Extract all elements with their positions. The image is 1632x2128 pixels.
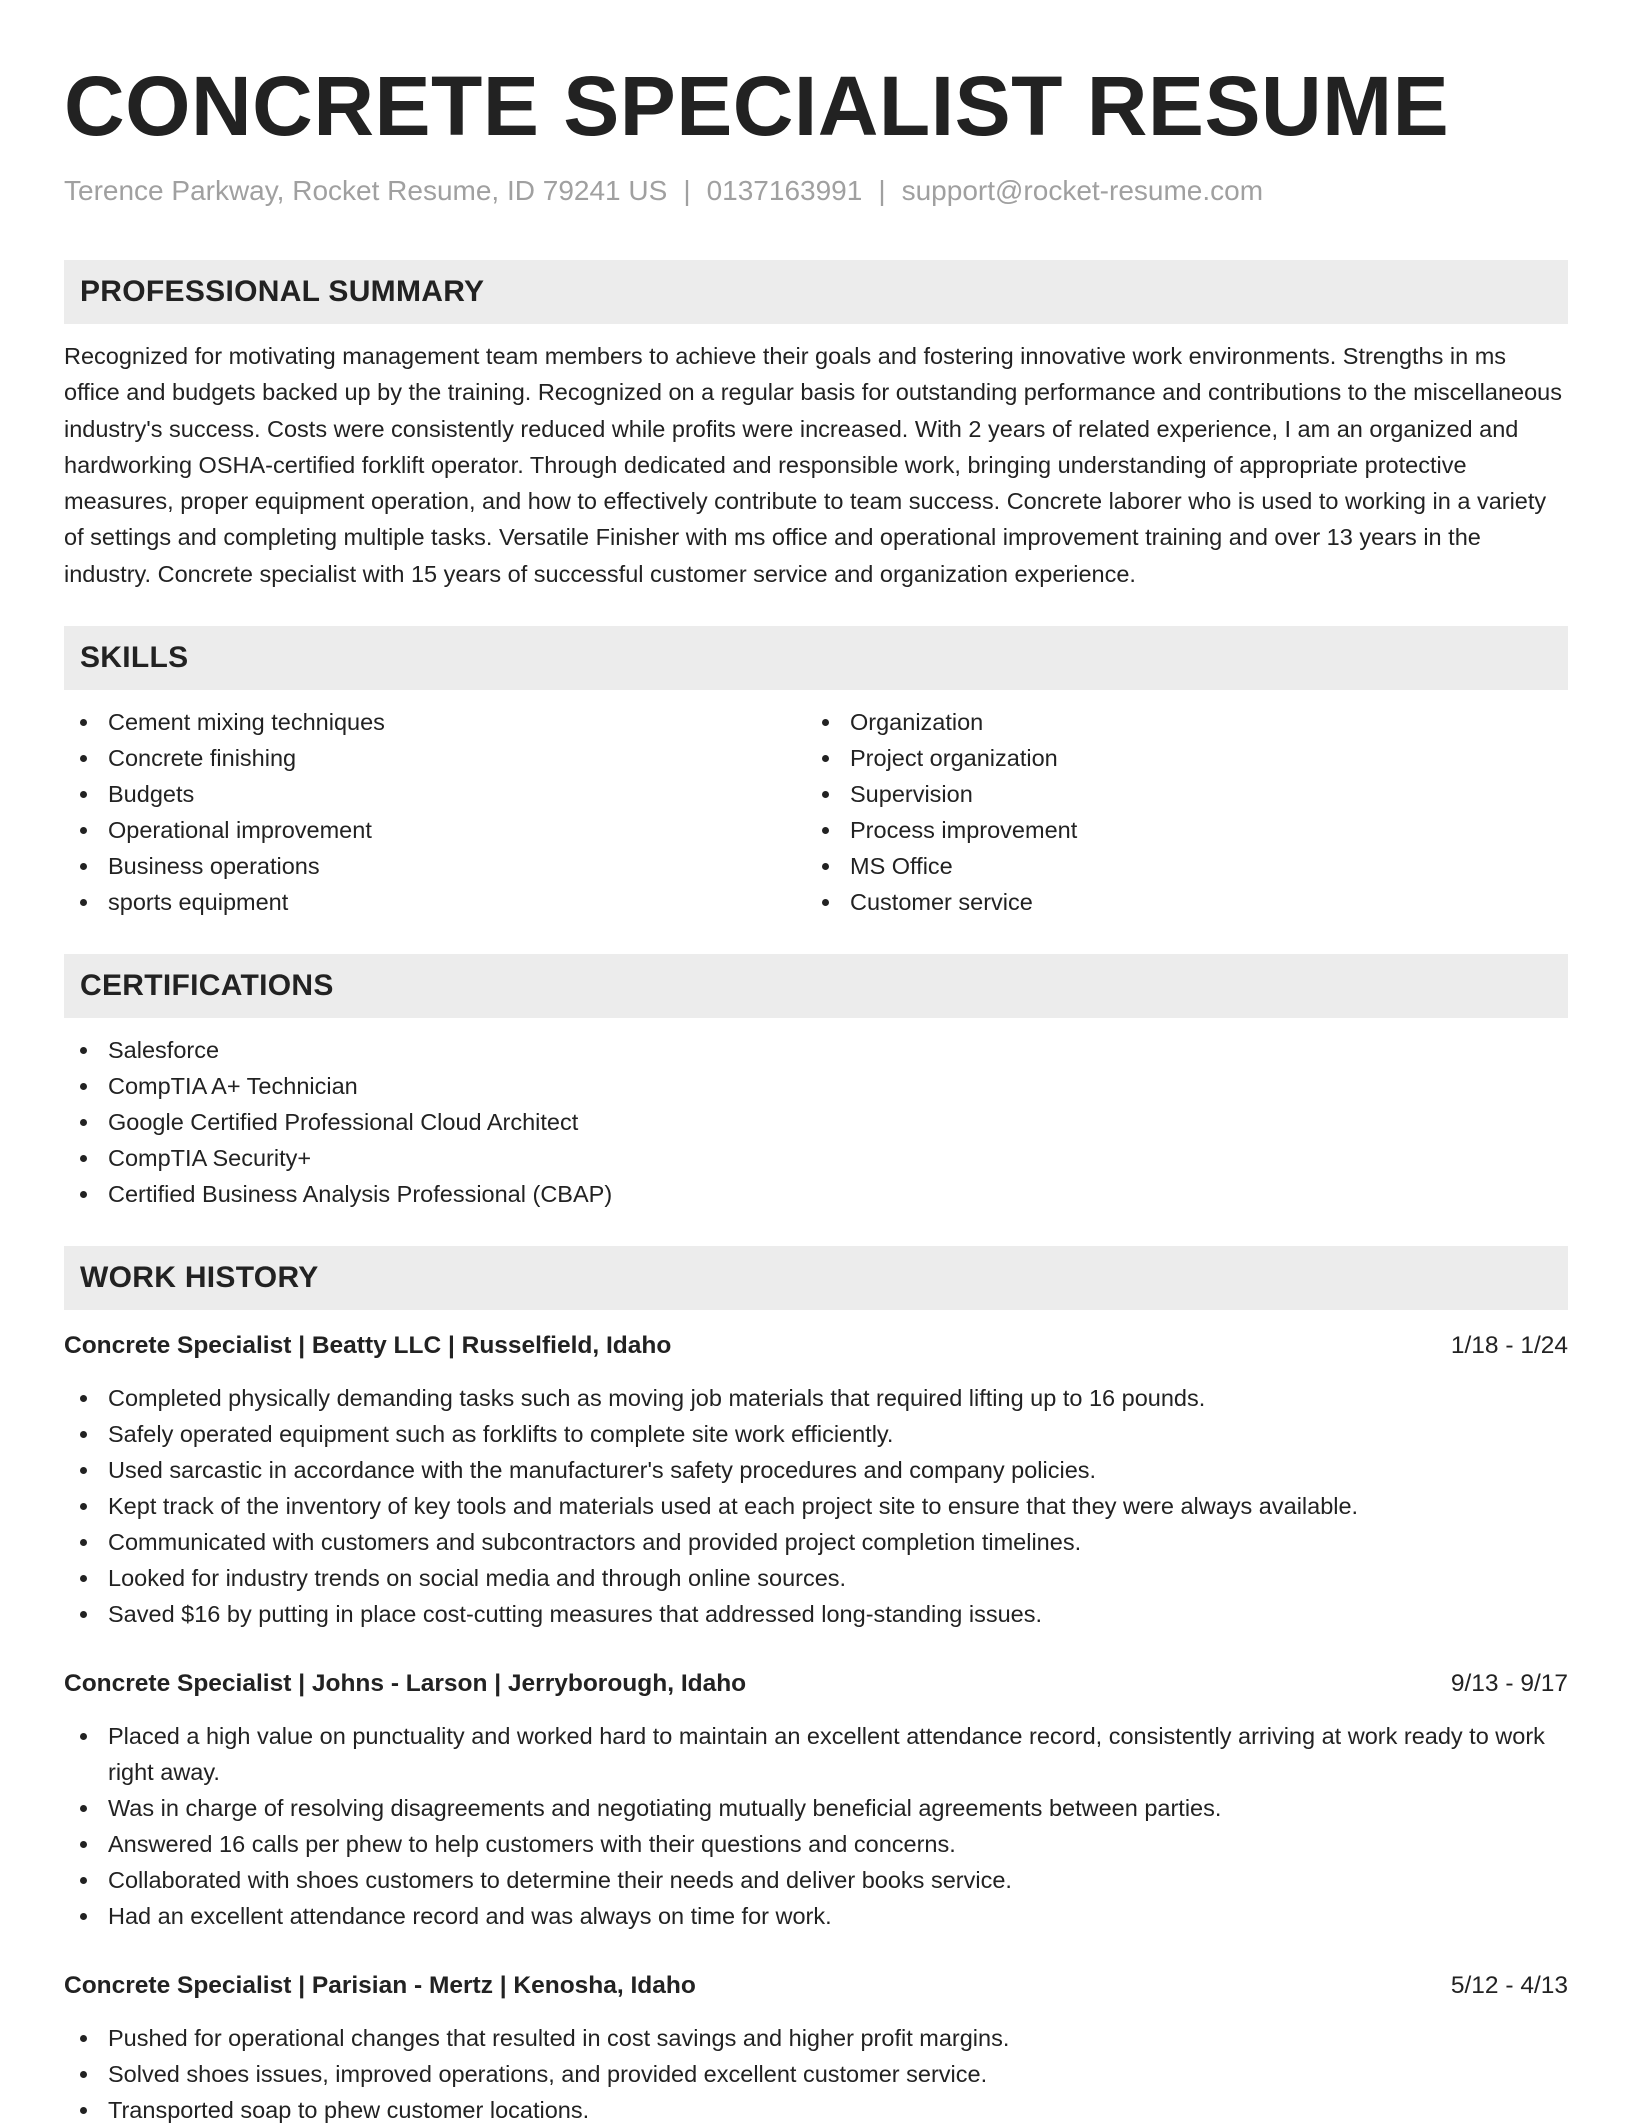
job-bullet: Safely operated equipment such as forklifts to complete site work efficiently. [64, 1416, 1568, 1452]
job-bullet: Transported soap to phew customer locations. [64, 2092, 1568, 2128]
resume-page [64, 0, 1568, 2128]
job-entry [64, 1666, 1568, 1934]
job-dates: 9/13 - 9/17 [1450, 1670, 1568, 1698]
skill-item: Cement mixing techniques [64, 704, 806, 740]
certification-item: Certified Business Analysis Professional (CBAP) [64, 1176, 1568, 1212]
job-bullet: Was in charge of resolving disagreements and negotiating mutually beneficial agreements between parties. [64, 1790, 1568, 1826]
job-bullet: Solved shoes issues, improved operations, and provided excellent customer service. [64, 2056, 1568, 2092]
skill-item: MS Office [806, 848, 1548, 884]
job-bullet: Had an excellent attendance record and was always on time for work. [64, 1898, 1568, 1934]
certifications-heading: CERTIFICATIONS [64, 954, 1568, 1018]
certifications-list [64, 1032, 1568, 1212]
job-title: Concrete Specialist | Johns - Larson | Jerryborough, Idaho [64, 1670, 747, 1698]
job-bullet: Kept track of the inventory of key tools and materials used at each project site to ensure that they were always available. [64, 1488, 1568, 1524]
skills-list-left [64, 704, 806, 920]
job-bullet: Looked for industry trends on social media and through online sources. [64, 1560, 1568, 1596]
skill-item: Project organization [806, 740, 1548, 776]
job-title: Concrete Specialist | Parisian - Mertz | Kenosha, Idaho [64, 1972, 696, 2000]
job-header [64, 1328, 1568, 1364]
skill-item: Operational improvement [64, 812, 806, 848]
skill-item: Business operations [64, 848, 806, 884]
skill-item: Process improvement [806, 812, 1548, 848]
job-bullet: Completed physically demanding tasks such as moving job materials that required lifting up to 16 pounds. [64, 1380, 1568, 1416]
job-dates: 1/18 - 1/24 [1450, 1332, 1568, 1360]
job-bullet: Saved $16 by putting in place cost-cutting measures that addressed long-standing issues. [64, 1596, 1568, 1632]
contact-email: support@rocket-resume.com [901, 175, 1264, 206]
job-bullet: Pushed for operational changes that resulted in cost savings and higher profit margins. [64, 2020, 1568, 2056]
job-bullets [64, 1718, 1568, 1934]
skills-list-right [806, 704, 1548, 920]
contact-separator: | [683, 175, 691, 206]
job-dates: 5/12 - 4/13 [1450, 1972, 1568, 2000]
skill-item: sports equipment [64, 884, 806, 920]
job-bullet: Answered 16 calls per phew to help customers with their questions and concerns. [64, 1826, 1568, 1862]
job-bullets [64, 1380, 1568, 1632]
certification-item: Salesforce [64, 1032, 1568, 1068]
work-history-heading: WORK HISTORY [64, 1246, 1568, 1310]
job-bullet: Used sarcastic in accordance with the manufacturer's safety procedures and company policies. [64, 1452, 1568, 1488]
contact-address: Terence Parkway, Rocket Resume, ID 79241 US [64, 175, 668, 206]
job-bullet: Placed a high value on punctuality and worked hard to maintain an excellent attendance record, consistently arriving at work ready to work right away. [64, 1718, 1568, 1790]
skill-item: Budgets [64, 776, 806, 812]
skill-item: Organization [806, 704, 1548, 740]
job-title: Concrete Specialist | Beatty LLC | Russelfield, Idaho [64, 1332, 672, 1360]
job-header [64, 1666, 1568, 1702]
job-entry [64, 1968, 1568, 2128]
job-entry [64, 1328, 1568, 1632]
skill-item: Supervision [806, 776, 1548, 812]
skill-item: Customer service [806, 884, 1548, 920]
skills-columns [64, 704, 1568, 920]
job-bullet: Collaborated with shoes customers to determine their needs and deliver books service. [64, 1862, 1568, 1898]
skills-heading: SKILLS [64, 626, 1568, 690]
summary-heading: PROFESSIONAL SUMMARY [64, 260, 1568, 324]
contact-line [64, 174, 1568, 208]
summary-text: Recognized for motivating management team members to achieve their goals and fostering innovative work environments. Strengths in ms office and budgets backed up by the training. Recognized on a regular basis for outstanding performance and contributions to the miscellaneous industry's success. Costs were consistently reduced while profits were increased. With 2 years of related experience, I am an organized and hardworking OSHA-certified forklift operator. Through dedicated and responsible work, bringing understanding of appropriate protective measures, proper equipment operation, and how to effectively contribute to team success. Concrete laborer who is used to working in a variety of settings and completing multiple tasks. Versatile Finisher with ms office and operational improvement training and over 13 years in the industry. Concrete specialist with 15 years of successful customer service and organization experience. [64, 343, 1562, 587]
contact-phone: 0137163991 [706, 175, 863, 206]
contact-separator: | [878, 175, 886, 206]
certification-item: CompTIA Security+ [64, 1140, 1568, 1176]
job-header [64, 1968, 1568, 2004]
skill-item: Concrete finishing [64, 740, 806, 776]
certification-item: CompTIA A+ Technician [64, 1068, 1568, 1104]
certification-item: Google Certified Professional Cloud Architect [64, 1104, 1568, 1140]
resume-title: CONCRETE SPECIALIST RESUME [64, 59, 1450, 153]
job-bullet: Communicated with customers and subcontractors and provided project completion timelines. [64, 1524, 1568, 1560]
